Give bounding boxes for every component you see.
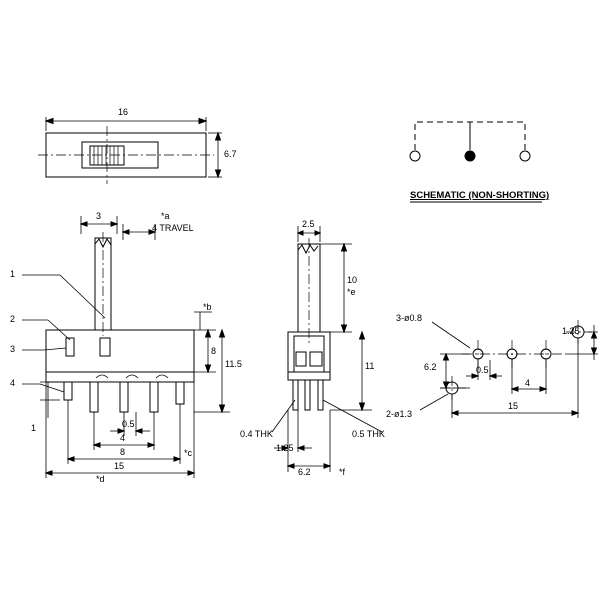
pcb-dim-1-25: 1.25 — [562, 326, 580, 336]
front-callout-1: 1 — [10, 269, 16, 279]
side-note-f: *f — [339, 467, 346, 477]
front-actuator-width-dim: 3 — [96, 211, 102, 221]
front-pin-1-dim: 1 — [31, 423, 37, 433]
front-callout-2: 2 — [10, 314, 16, 324]
schematic-caption: SCHEMATIC (NON-SHORTING) — [410, 190, 550, 201]
side-top-2-5: 2.5 — [302, 219, 315, 229]
front-height-8: 8 — [211, 346, 217, 356]
pcb-dim-4: 4 — [525, 378, 531, 388]
top-height-dim: 6.7 — [224, 149, 237, 159]
side-note-e: *e — [347, 287, 356, 297]
front-callout-3: 3 — [10, 344, 16, 354]
front-travel-dim: 4 TRAVEL — [152, 223, 194, 233]
front-overall-15: 15 — [114, 461, 125, 471]
front-height-11-5: 11.5 — [225, 359, 242, 369]
pcb-dim-6-2: 6.2 — [424, 362, 437, 372]
front-pitch-8: 8 — [120, 447, 126, 457]
side-thk-left: 0.4 THK — [240, 429, 273, 439]
front-view-geometry — [22, 216, 230, 478]
pcb-dim-15: 15 — [508, 401, 519, 411]
pcb-dim-0-5: 0.5 — [476, 365, 489, 375]
side-thk-right: 0.5 THK — [352, 429, 385, 439]
top-view-geometry — [38, 117, 222, 184]
front-callout-4: 4 — [10, 378, 16, 388]
front-pitch-0-5: 0.5 — [122, 419, 135, 429]
front-note-b: *b — [203, 302, 212, 312]
pcb-hole-2: 2-ø1.3 — [386, 409, 413, 419]
pcb-hole-3: 3-ø0.8 — [396, 313, 423, 323]
side-height-10: 10 — [347, 275, 358, 285]
side-dim-6-2: 6.2 — [298, 467, 311, 477]
side-height-11: 11 — [365, 361, 375, 371]
front-pitch-4: 4 — [120, 433, 126, 443]
side-dim-1-25: 1.25 — [276, 443, 294, 453]
front-note-d: *d — [96, 474, 105, 484]
front-travel-note: *a — [161, 211, 170, 221]
front-note-c: *c — [184, 448, 193, 458]
top-width-dim: 16 — [118, 107, 129, 117]
